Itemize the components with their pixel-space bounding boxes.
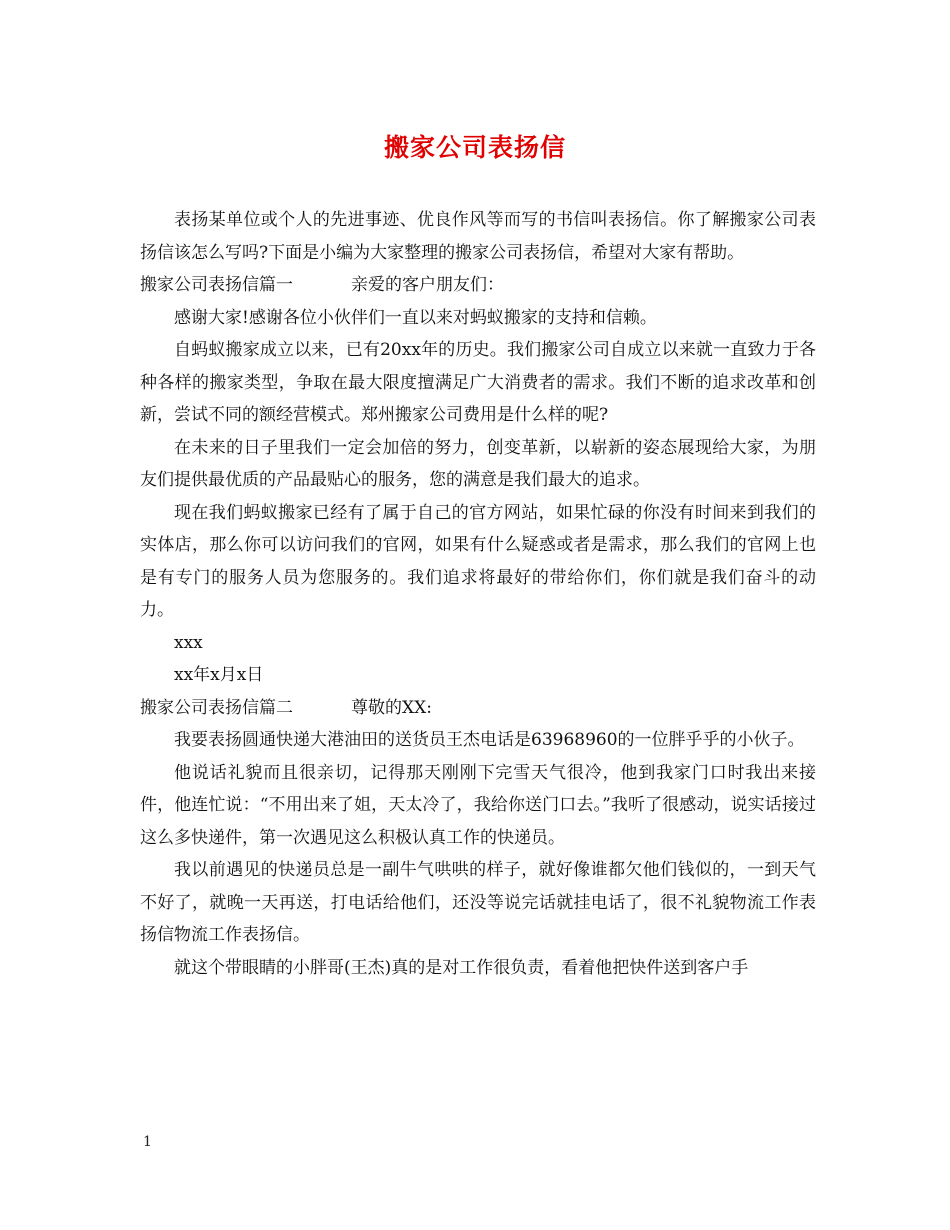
page-number: 1 [143,1134,152,1150]
document-title: 搬家公司表扬信 [383,133,566,162]
section1-paragraph: 感谢大家!感谢各位小伙伴们一直以来对蚂蚁搬家的支持和信赖。 [174,307,657,328]
section2-salutation: 尊敬的XX: [351,697,432,718]
section2-paragraph: 他说话礼貌而且很亲切，记得那天刚刚下完雪天气很冷，他到我家门口时我出来接件，他连忙说：“不用出来了姐，天太冷了，我给你送门口去。”我听了很感动，说实话接过这么多快递件，第一次遇见这么积极认真工作的快递员。 [140,762,816,848]
intro-paragraph: 表扬某单位或个人的先进事迹、优良作风等而写的书信叫表扬信。你了解搬家公司表扬信该怎么写吗?下面是小编为大家整理的搬家公司表扬信，希望对大家有帮助。 [140,210,816,263]
section1-date: xx年x月x日 [174,665,264,685]
section1-salutation: 亲爱的客户朋友们： [351,275,504,295]
section1-paragraph: 在未来的日子里我们一定会加倍的努力，创变革新，以崭新的姿态展现给大家，为朋友们提供最优质的产品最贴心的服务，您的满意是我们最大的追求。 [140,437,816,490]
section1-paragraph: 自蚂蚁搬家成立以来，已有20xx年的历史。我们搬家公司自成立以来就一直致力于各种各样的搬家类型，争取在最大限度擅满足广大消费者的需求。我们不断的追求改革和创新，尝试不同的额经营模式。郑州搬家公司费用是什么样的呢? [140,340,816,425]
section1-heading: 搬家公司表扬信篇一 [140,275,293,295]
section1-heading-line [140,269,816,302]
section2-paragraph: 我要表扬圆通快递大港油田的送货员王杰电话是63968960的一位胖乎乎的小伙子。 [174,730,805,750]
document-body [140,204,816,984]
section1-paragraph: 现在我们蚂蚁搬家已经有了属于自己的官方网站，如果忙碌的你没有时间来到我们的实体店，那么你可以访问我们的官网，如果有什么疑惑或者是需求，那么我们的官网上也是有专门的服务人员为您服务的。我们追求将最好的带给你们，你们就是我们奋斗的动力。 [140,502,816,620]
section1-signature: xxx [174,632,203,653]
section2-paragraph: 我以前遇见的快递员总是一副牛气哄哄的样子，就好像谁都欠他们钱似的，一到天气不好了，就晚一天再送，打电话给他们，还没等说完话就挂电话了，很不礼貌物流工作表扬信物流工作表扬信。 [140,860,816,945]
section2-paragraph: 就这个带眼睛的小胖哥(王杰)真的是对工作很负责，看着他把快件送到客户手 [174,957,749,978]
section2-heading: 搬家公司表扬信篇二 [140,697,293,718]
section2-heading-line [140,692,816,725]
